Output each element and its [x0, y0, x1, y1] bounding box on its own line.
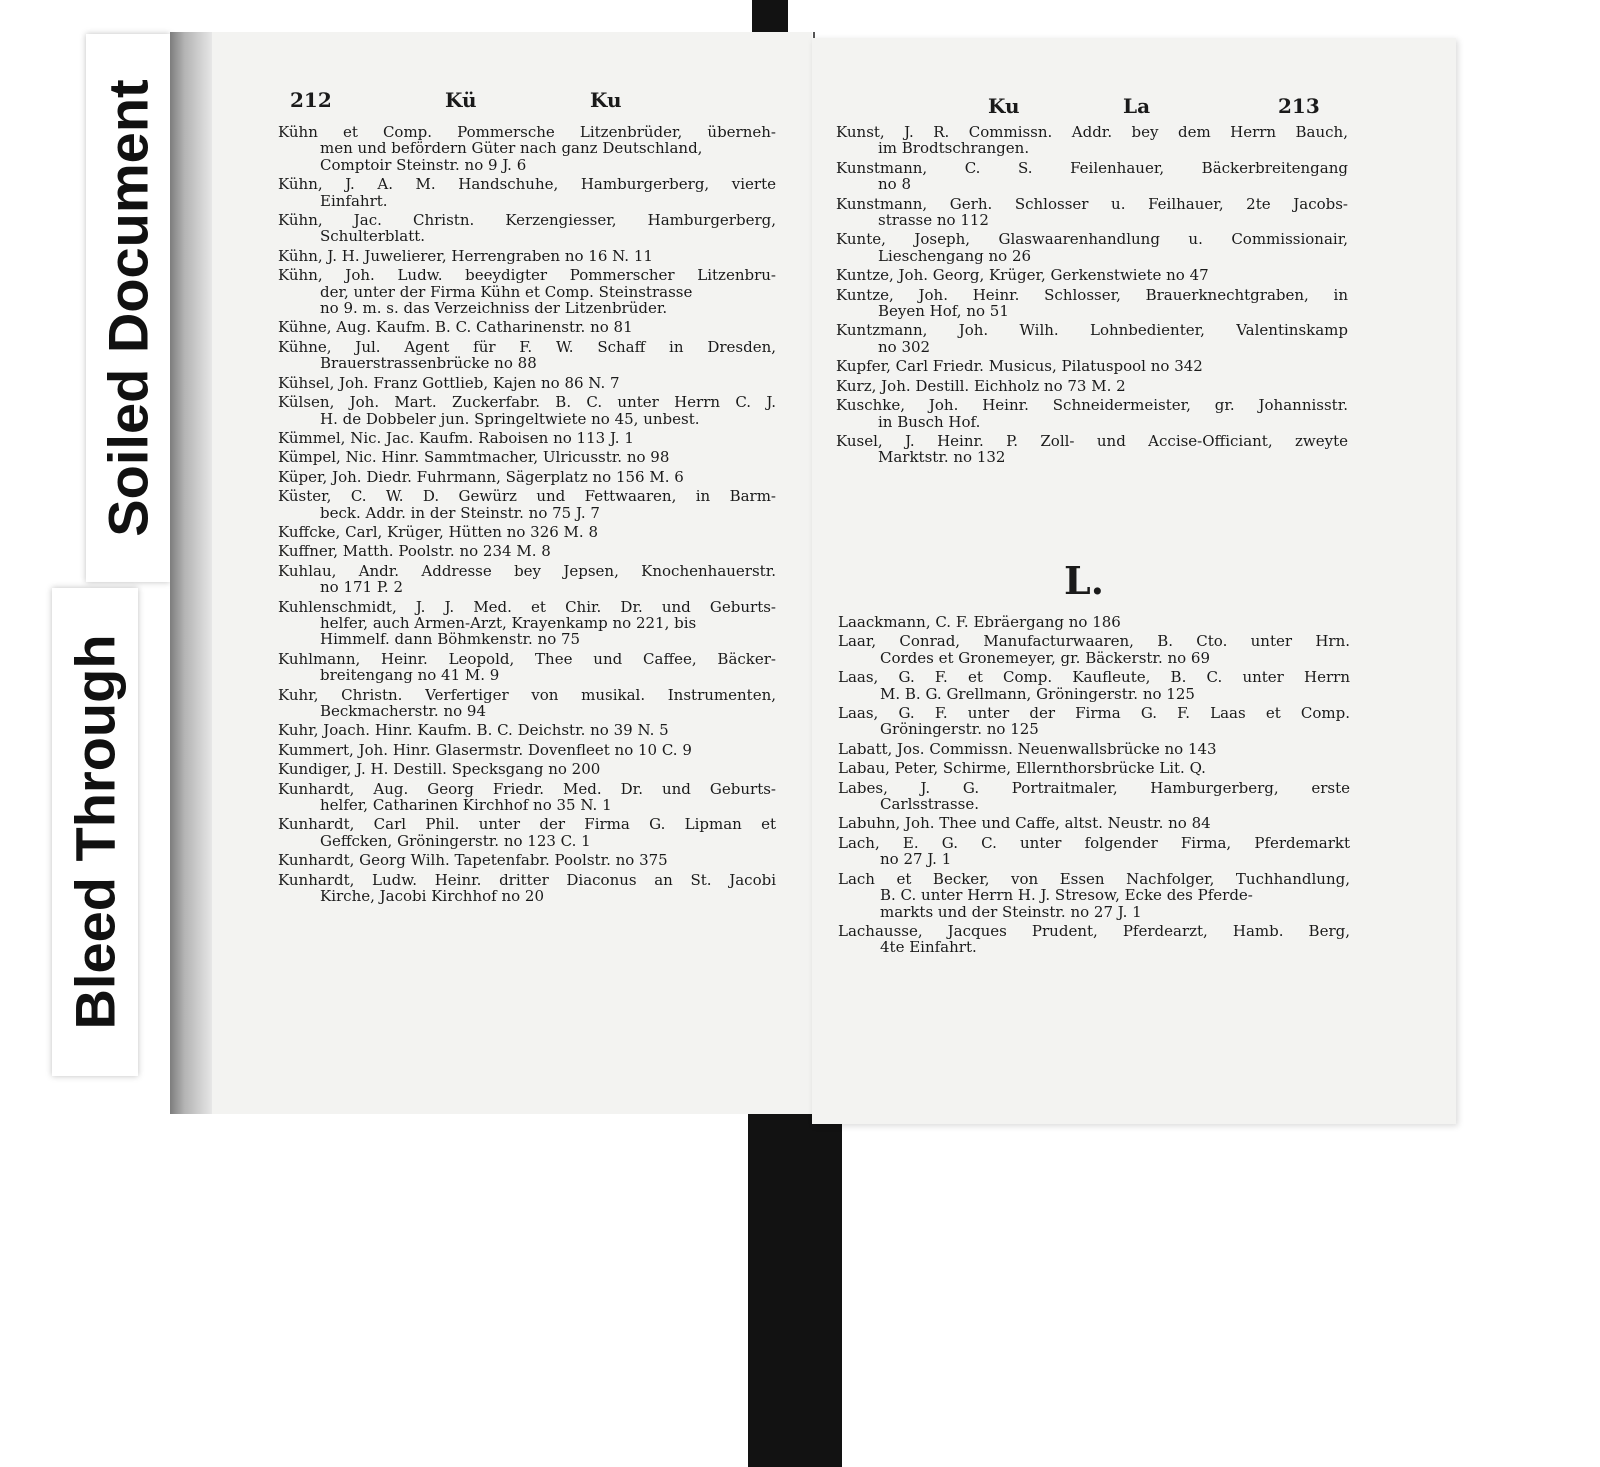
directory-entry	[278, 449, 776, 465]
entry-first-line: Kuffner, Matth. Poolstr. no 234 M. 8	[278, 542, 551, 561]
entry-first-line: Kümpel, Nic. Hinr. Sammtmacher, Ulricusstr. no 98	[278, 448, 670, 467]
directory-entry	[278, 394, 776, 427]
directory-entry	[278, 524, 776, 540]
entry-first-line: Kunhardt, Georg Wilh. Tapetenfabr. Poolstr. no 375	[278, 851, 668, 870]
entry-continuation-line: 4te Einfahrt.	[880, 938, 977, 957]
entry-continuation-line: Beyen Hof, no 51	[878, 302, 1009, 321]
entry-first-line: Kundiger, J. H. Destill. Specksgang no 200	[278, 760, 601, 779]
directory-entry	[838, 815, 1350, 831]
entry-first-line: Külsen, Joh. Mart. Zuckerfabr. B. C. unter Herrn C. J.	[278, 393, 776, 412]
directory-entry	[838, 923, 1350, 956]
entry-continuation-line: Kirche, Jacobi Kirchhof no 20	[320, 887, 544, 906]
directory-entry	[278, 816, 776, 849]
entry-continuation-line: Geffcken, Gröningerstr. no 123 C. 1	[320, 831, 591, 850]
left-head-right: Ku	[590, 88, 622, 112]
directory-entry	[838, 871, 1350, 920]
right-entry-list-l	[838, 614, 1350, 959]
entry-continuation-line: men und befördern Güter nach ganz Deutschland,	[320, 139, 703, 158]
bleed-through-tag	[52, 588, 138, 1076]
entry-continuation-line: no 302	[878, 337, 931, 356]
right-head-left: Ku	[988, 94, 1020, 118]
left-page-number: 212	[290, 88, 332, 112]
directory-entry	[278, 687, 776, 720]
directory-entry	[278, 469, 776, 485]
directory-entry	[836, 160, 1348, 193]
entry-first-line: Kühsel, Joh. Franz Gottlieb, Kajen no 86 N. 7	[278, 373, 620, 392]
entry-first-line: Labes, J. G. Portraitmaler, Hamburgerberg, erste	[838, 778, 1350, 797]
entry-first-line: Kuhr, Christn. Verfertiger von musikal. Instrumenten,	[278, 685, 776, 704]
directory-entry	[836, 378, 1348, 394]
entry-first-line: Laas, G. F. unter der Firma G. F. Laas et Comp.	[838, 704, 1350, 723]
entry-continuation-line: in Busch Hof.	[878, 412, 981, 431]
directory-entry	[838, 705, 1350, 738]
directory-entry	[836, 322, 1348, 355]
entry-continuation-line: Lieschengang no 26	[878, 246, 1032, 265]
entry-first-line: Kuschke, Joh. Heinr. Schneidermeister, gr. Johannisstr.	[836, 396, 1348, 415]
entry-continuation-line: helfer, Catharinen Kirchhof no 35 N. 1	[320, 796, 612, 815]
directory-entry	[836, 196, 1348, 229]
entry-continuation-line: beck. Addr. in der Steinstr. no 75 J. 7	[320, 503, 600, 522]
directory-entry	[278, 852, 776, 868]
entry-first-line: Kunte, Joseph, Glaswaarenhandlung u. Commissionair,	[836, 230, 1348, 249]
right-page	[812, 38, 1456, 1124]
right-entry-list	[836, 124, 1348, 469]
directory-entry	[278, 761, 776, 777]
entry-first-line: Küper, Joh. Diedr. Fuhrmann, Sägerplatz no 156 M. 6	[278, 467, 684, 486]
right-page-number: 213	[1278, 94, 1320, 118]
directory-entry	[838, 780, 1350, 813]
page-edge-shadow	[170, 32, 212, 1114]
entry-first-line: Lach, E. G. C. unter folgender Firma, Pferdemarkt	[838, 833, 1350, 852]
entry-first-line: Kunstmann, Gerh. Schlosser u. Feilhauer, 2te Jacobs-	[836, 194, 1348, 213]
directory-entry	[838, 741, 1350, 757]
entry-first-line: Kuntze, Joh. Heinr. Schlosser, Brauerknechtgraben, in	[836, 285, 1348, 304]
entry-first-line: Kunhardt, Ludw. Heinr. dritter Diaconus an St. Jacobi	[278, 870, 776, 889]
directory-entry	[278, 319, 776, 335]
entry-continuation-line: B. C. unter Herrn H. J. Stresow, Ecke des Pferde-	[880, 886, 1253, 905]
entry-first-line: Labatt, Jos. Commissn. Neuenwallsbrücke no 143	[838, 739, 1217, 758]
directory-entry	[278, 543, 776, 559]
entry-first-line: Kurz, Joh. Destill. Eichholz no 73 M. 2	[836, 376, 1126, 395]
directory-entry	[836, 433, 1348, 466]
directory-entry	[278, 375, 776, 391]
directory-entry	[278, 339, 776, 372]
binding-tape-top	[752, 0, 788, 33]
entry-first-line: Kunhardt, Aug. Georg Friedr. Med. Dr. und Geburts-	[278, 779, 776, 798]
entry-continuation-line: im Brodtschrangen.	[878, 139, 1030, 158]
directory-entry	[838, 835, 1350, 868]
entry-continuation-line: M. B. G. Grellmann, Gröningerstr. no 125	[880, 684, 1195, 703]
directory-entry	[278, 488, 776, 521]
directory-entry	[278, 651, 776, 684]
entry-first-line: Kühn, Joh. Ludw. beeydigter Pommerscher Litzenbru-	[278, 266, 776, 285]
directory-entry	[838, 633, 1350, 666]
right-head-right: La	[1123, 94, 1151, 118]
entry-first-line: Kühn, J. H. Juwelierer, Herrengraben no 16 N. 11	[278, 246, 653, 265]
directory-entry	[278, 599, 776, 648]
entry-continuation-line: Marktstr. no 132	[878, 448, 1006, 467]
entry-continuation-line: no 8	[878, 175, 912, 194]
directory-entry	[838, 614, 1350, 630]
entry-continuation-line: Gröningerstr. no 125	[880, 720, 1039, 739]
entry-continuation-line: Einfahrt.	[320, 191, 388, 210]
entry-first-line: Kuhlau, Andr. Addresse bey Jepsen, Knochenhauerstr.	[278, 561, 776, 580]
entry-first-line: Laar, Conrad, Manufacturwaaren, B. Cto. unter Hrn.	[838, 632, 1350, 651]
soiled-document-tag	[86, 34, 170, 582]
entry-first-line: Kühn et Comp. Pommersche Litzenbrüder, überneh-	[278, 123, 776, 141]
entry-first-line: Kuhlmann, Heinr. Leopold, Thee und Caffee, Bäcker-	[278, 649, 776, 668]
entry-first-line: Lachausse, Jacques Prudent, Pferdearzt, Hamb. Berg,	[838, 921, 1350, 940]
entry-continuation-line: H. de Dobbeler jun. Springeltwiete no 45, unbest.	[320, 409, 700, 428]
entry-continuation-line: no 171 P. 2	[320, 578, 403, 597]
entry-continuation-line: strasse no 112	[878, 211, 989, 230]
entry-first-line: Laas, G. F. et Comp. Kaufleute, B. C. unter Herrn	[838, 668, 1350, 687]
entry-first-line: Kuntze, Joh. Georg, Krüger, Gerkenstwiete no 47	[836, 266, 1209, 285]
entry-continuation-line: no 9. m. s. das Verzeichniss der Litzenbrüder.	[320, 299, 668, 318]
directory-entry	[278, 267, 776, 316]
directory-entry	[278, 722, 776, 738]
left-page	[170, 32, 812, 1114]
entry-continuation-line: Schulterblatt.	[320, 227, 426, 246]
entry-first-line: Kusel, J. Heinr. P. Zoll- und Accise-Officiant, zweyte	[836, 431, 1348, 450]
entry-first-line: Kühn, Jac. Christn. Kerzengiesser, Hamburgerberg,	[278, 211, 776, 230]
entry-first-line: Kühn, J. A. M. Handschuhe, Hamburgerberg, vierte	[278, 175, 776, 194]
directory-entry	[836, 358, 1348, 374]
entry-first-line: Kuntzmann, Joh. Wilh. Lohnbedienter, Valentinskamp	[836, 321, 1348, 340]
directory-entry	[278, 742, 776, 758]
directory-entry	[278, 124, 776, 173]
entry-first-line: Labau, Peter, Schirme, Ellernthorsbrücke Lit. Q.	[838, 759, 1206, 778]
left-entry-list	[278, 124, 776, 907]
directory-entry	[836, 267, 1348, 283]
entry-continuation-line: der, unter der Firma Kühn et Comp. Steinstrasse	[320, 282, 693, 301]
directory-entry	[836, 287, 1348, 320]
entry-continuation-line: Brauerstrassenbrücke no 88	[320, 354, 537, 373]
entry-first-line: Kupfer, Carl Friedr. Musicus, Pilatuspool no 342	[836, 357, 1203, 376]
entry-continuation-line: breitengang no 41 M. 9	[320, 666, 500, 685]
entry-first-line: Kümmel, Nic. Jac. Kaufm. Raboisen no 113 J. 1	[278, 428, 634, 447]
entry-first-line: Kühne, Jul. Agent für F. W. Schaff in Dresden,	[278, 337, 776, 356]
entry-continuation-line: Cordes et Gronemeyer, gr. Bäckerstr. no 69	[880, 648, 1211, 667]
directory-entry	[278, 430, 776, 446]
entry-continuation-line: markts und der Steinstr. no 27 J. 1	[880, 902, 1142, 921]
directory-entry	[278, 563, 776, 596]
entry-first-line: Kuhr, Joach. Hinr. Kaufm. B. C. Deichstr. no 39 N. 5	[278, 721, 669, 740]
left-head-left: Kü	[445, 88, 477, 112]
entry-first-line: Kuhlenschmidt, J. J. Med. et Chir. Dr. und Geburts-	[278, 597, 776, 616]
entry-continuation-line: no 27 J. 1	[880, 850, 952, 869]
section-letter: L.	[1064, 558, 1104, 603]
entry-first-line: Lach et Becker, von Essen Nachfolger, Tuchhandlung,	[838, 869, 1350, 888]
soiled-document-label: Soiled Document	[96, 79, 160, 537]
directory-entry	[278, 781, 776, 814]
binding-tape-bottom	[748, 1114, 842, 1467]
directory-entry	[278, 176, 776, 209]
entry-first-line: Labuhn, Joh. Thee und Caffe, altst. Neustr. no 84	[838, 814, 1211, 833]
entry-continuation-line: Comptoir Steinstr. no 9 J. 6	[320, 155, 527, 174]
bleed-through-label: Bleed Through	[63, 634, 127, 1030]
entry-continuation-line: Carlsstrasse.	[880, 795, 979, 814]
entry-first-line: Kummert, Joh. Hinr. Glasermstr. Dovenfleet no 10 C. 9	[278, 740, 692, 759]
entry-continuation-line: helfer, auch Armen-Arzt, Krayenkamp no 221, bis	[320, 613, 697, 632]
entry-first-line: Küster, C. W. D. Gewürz und Fettwaaren, in Barm-	[278, 487, 776, 506]
entry-first-line: Kühne, Aug. Kaufm. B. C. Catharinenstr. no 81	[278, 318, 633, 337]
entry-continuation-line: Beckmacherstr. no 94	[320, 702, 486, 720]
directory-entry	[836, 231, 1348, 264]
directory-entry	[278, 248, 776, 264]
entry-first-line: Kunhardt, Carl Phil. unter der Firma G. Lipman et	[278, 815, 776, 834]
directory-entry	[278, 212, 776, 245]
directory-entry	[278, 872, 776, 905]
entry-first-line: Kuffcke, Carl, Krüger, Hütten no 326 M. 8	[278, 522, 598, 541]
entry-first-line: Kunst, J. R. Commissn. Addr. bey dem Herrn Bauch,	[836, 123, 1348, 141]
directory-entry	[836, 124, 1348, 157]
directory-entry	[838, 669, 1350, 702]
directory-entry	[838, 760, 1350, 776]
entry-first-line: Kunstmann, C. S. Feilenhauer, Bäckerbreitengang	[836, 158, 1348, 177]
entry-continuation-line: Himmelf. dann Böhmkenstr. no 75	[320, 630, 581, 649]
entry-first-line: Laackmann, C. F. Ebräergang no 186	[838, 613, 1121, 631]
directory-entry	[836, 397, 1348, 430]
